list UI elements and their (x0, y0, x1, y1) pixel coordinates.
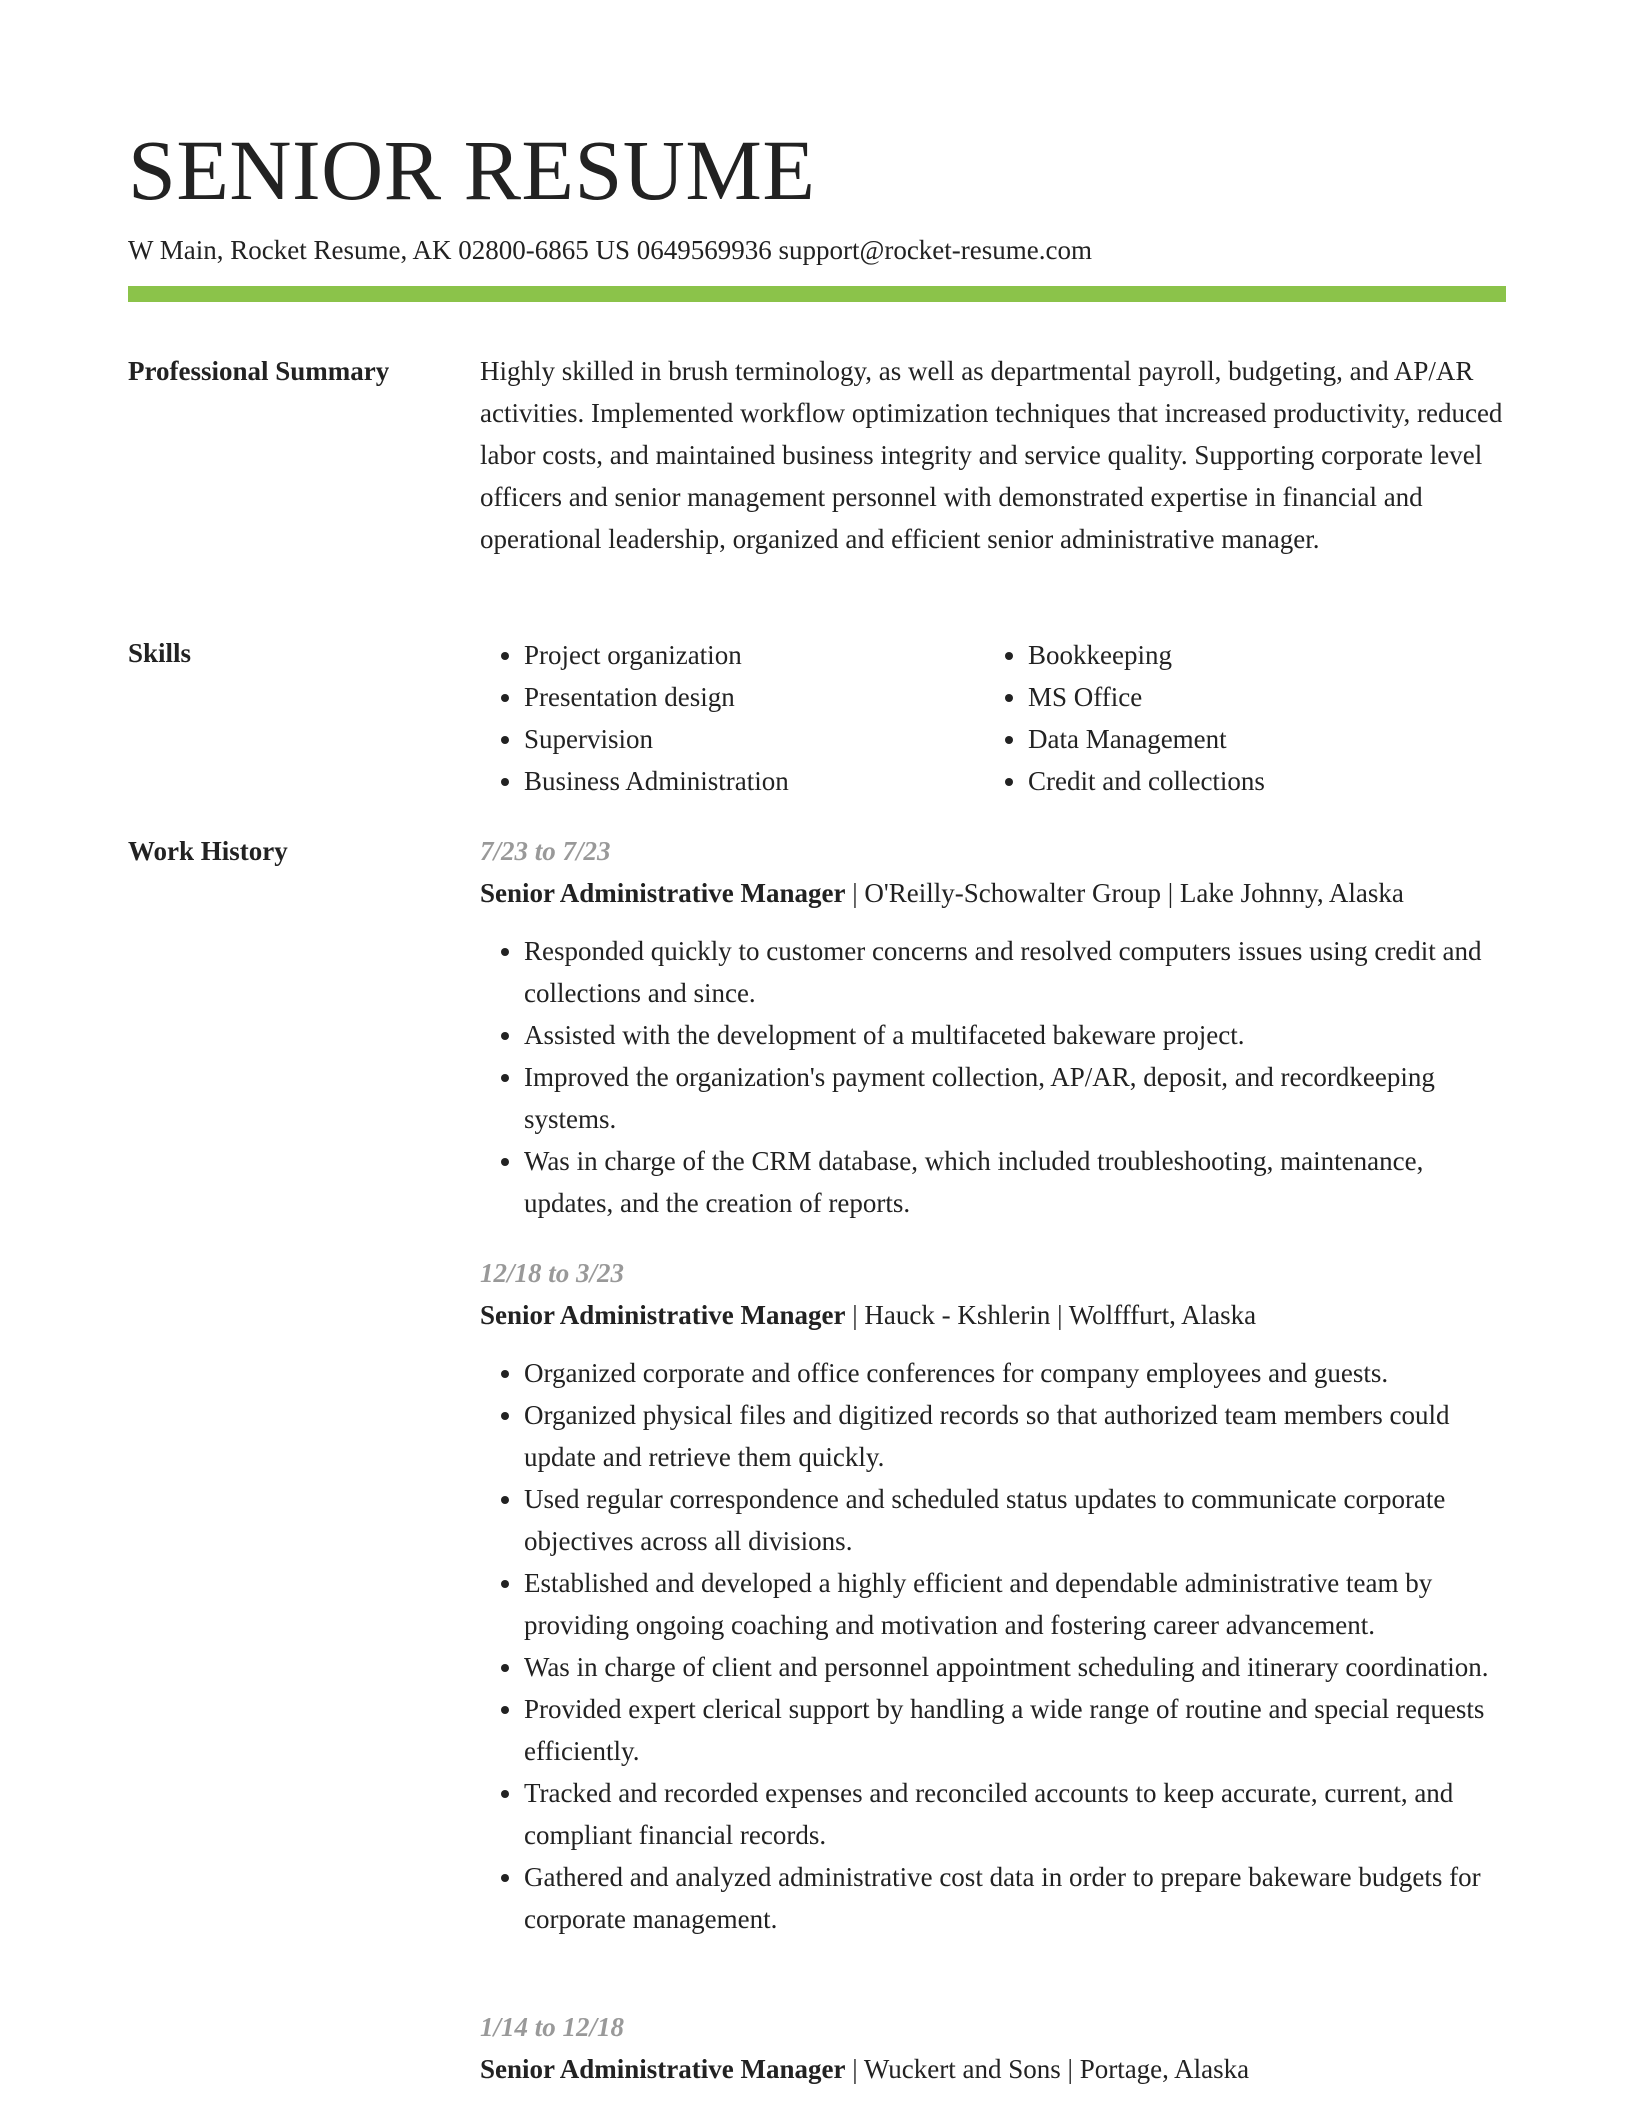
job-bullet: • Gathered and analyzed administrative cost data in order to prepare bakeware budgets for corporate management. (524, 1856, 1506, 1940)
job-location: | Wolfffurt, Alaska (1050, 1300, 1256, 1330)
skill-item: • Business Administration (524, 760, 1004, 802)
skill-item: • Data Management (1028, 718, 1508, 760)
job-dates: 7/23 to 7/23 (480, 836, 611, 866)
resume-name: SENIOR RESUME (128, 122, 816, 218)
job-heading (480, 1294, 1506, 1336)
section-label-work-history: Work History (128, 836, 288, 866)
job-bullet-list (480, 930, 1506, 1224)
job-company: | Wuckert and Sons (845, 2054, 1060, 2084)
job-dates: 12/18 to 3/23 (480, 1258, 625, 1288)
contact-line (128, 230, 1092, 270)
section-label-summary: Professional Summary (128, 356, 390, 386)
skill-item: • Presentation design (524, 676, 1004, 718)
contact-email: support@rocket-resume.com (778, 235, 1092, 265)
skills-list-left (480, 634, 1004, 802)
job-entry (480, 1252, 1506, 1940)
contact-address: W Main, Rocket Resume, AK 02800-6865 US (128, 235, 630, 265)
skill-item: • Project organization (524, 634, 1004, 676)
skill-item: • Bookkeeping (1028, 634, 1508, 676)
job-bullet: • Responded quickly to customer concerns and resolved computers issues using credit and collections and since. (524, 930, 1506, 1014)
skill-item: • Supervision (524, 718, 1004, 760)
job-location: | Portage, Alaska (1061, 2054, 1249, 2084)
job-heading (480, 2048, 1506, 2090)
header-divider (128, 286, 1506, 302)
job-title: Senior Administrative Manager (480, 878, 846, 908)
skill-item: • MS Office (1028, 676, 1508, 718)
job-heading (480, 872, 1506, 914)
job-bullet: • Was in charge of client and personnel appointment scheduling and itinerary coordination. (524, 1646, 1506, 1688)
skill-item: • Credit and collections (1028, 760, 1508, 802)
job-dates: 1/14 to 12/18 (480, 2012, 625, 2042)
job-bullet: • Tracked and recorded expenses and reconciled accounts to keep accurate, current, and compliant financial records. (524, 1772, 1506, 1856)
job-entry (480, 2006, 1506, 2090)
job-bullet: • Assisted with the development of a multifaceted bakeware project. (524, 1014, 1506, 1056)
job-title: Senior Administrative Manager (480, 2054, 846, 2084)
job-title: Senior Administrative Manager (480, 1300, 846, 1330)
job-company: | O'Reilly-Schowalter Group (845, 878, 1160, 908)
section-label-skills: Skills (128, 638, 192, 668)
summary-text: Highly skilled in brush terminology, as well as departmental payroll, budgeting, and AP/AR activities. Implemented workflow optimization techniques that increased productivity, reduced labor costs, and maintained business integrity and service quality. Supporting corporate level officers and senior management personnel with demonstrated expertise in financial and operational leadership, organized and efficient senior administrative manager. (480, 356, 1503, 554)
job-bullet-list (480, 1352, 1506, 1940)
job-entry (480, 830, 1506, 1224)
contact-phone: 0649569936 (636, 235, 772, 265)
skills-list-right (984, 634, 1508, 802)
job-bullet: • Organized corporate and office conferences for company employees and guests. (524, 1352, 1506, 1394)
job-bullet: • Established and developed a highly efficient and dependable administrative team by providing ongoing coaching and motivation and fostering career advancement. (524, 1562, 1506, 1646)
job-bullet: • Provided expert clerical support by handling a wide range of routine and special requests efficiently. (524, 1688, 1506, 1772)
job-bullet: • Was in charge of the CRM database, which included troubleshooting, maintenance, updates, and the creation of reports. (524, 1140, 1506, 1224)
job-location: | Lake Johnny, Alaska (1161, 878, 1404, 908)
job-bullet: • Improved the organization's payment collection, AP/AR, deposit, and recordkeeping systems. (524, 1056, 1506, 1140)
job-company: | Hauck - Kshlerin (845, 1300, 1050, 1330)
job-bullet: • Organized physical files and digitized records so that authorized team members could update and retrieve them quickly. (524, 1394, 1506, 1478)
job-bullet: • Used regular correspondence and scheduled status updates to communicate corporate objectives across all divisions. (524, 1478, 1506, 1562)
